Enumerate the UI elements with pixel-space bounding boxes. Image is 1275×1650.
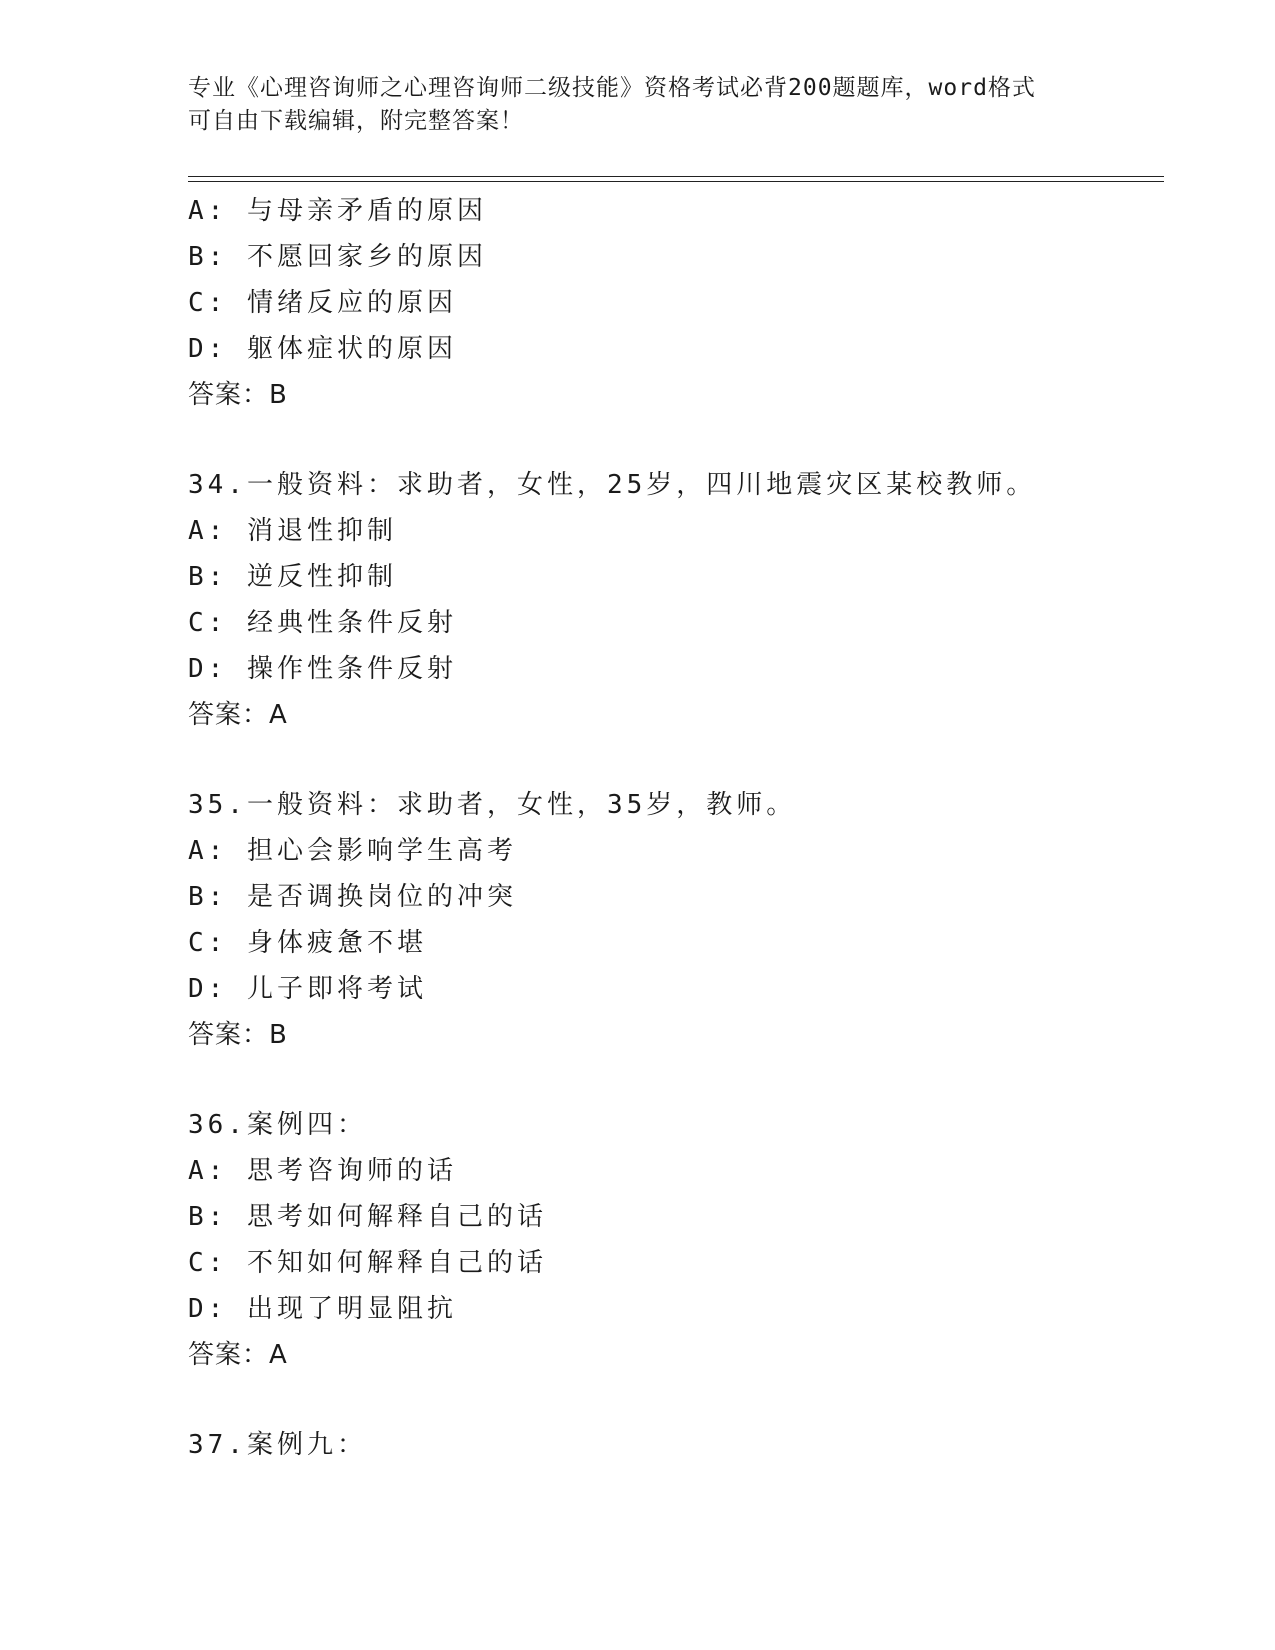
question-33 <box>188 188 1164 418</box>
option-b: B: 是否调换岗位的冲突 <box>188 882 517 912</box>
option-d: D: 躯体症状的原因 <box>188 334 457 364</box>
header-divider-bottom <box>188 181 1164 182</box>
option-c: C: 不知如何解释自己的话 <box>188 1248 547 1278</box>
option-d: D: 儿子即将考试 <box>188 974 427 1004</box>
answer: 答案：B <box>188 380 288 410</box>
option-a: A: 担心会影响学生高考 <box>188 836 517 866</box>
question-stem: 35.一般资料：求助者，女性，35岁，教师。 <box>188 790 797 820</box>
question-34 <box>188 462 1164 738</box>
option-d: D: 出现了明显阻抗 <box>188 1294 457 1324</box>
question-list <box>188 188 1164 1468</box>
option-c: C: 身体疲惫不堪 <box>188 928 427 958</box>
question-stem: 34.一般资料：求助者，女性，25岁，四川地震灾区某校教师。 <box>188 470 1037 500</box>
answer: 答案：B <box>188 1020 288 1050</box>
question-stem: 37.案例九： <box>188 1430 367 1460</box>
option-d: D: 操作性条件反射 <box>188 654 457 684</box>
header-divider-top <box>188 176 1164 177</box>
question-37 <box>188 1422 1164 1468</box>
document-header <box>188 72 1068 138</box>
answer: 答案：A <box>188 1340 288 1370</box>
option-c: C: 情绪反应的原因 <box>188 288 457 318</box>
answer: 答案：A <box>188 700 288 730</box>
question-36 <box>188 1102 1164 1378</box>
option-a: A: 思考咨询师的话 <box>188 1156 457 1186</box>
option-c: C: 经典性条件反射 <box>188 608 457 638</box>
option-b: B: 逆反性抑制 <box>188 562 397 592</box>
question-35 <box>188 782 1164 1058</box>
header-line-2: 可自由下载编辑，附完整答案！ <box>188 108 524 134</box>
question-stem: 36.案例四： <box>188 1110 367 1140</box>
option-a: A: 消退性抑制 <box>188 516 397 546</box>
option-b: B: 思考如何解释自己的话 <box>188 1202 547 1232</box>
header-line-1: 专业《心理咨询师之心理咨询师二级技能》资格考试必背200题题库，word格式 <box>188 75 1036 101</box>
option-b: B: 不愿回家乡的原因 <box>188 242 487 272</box>
option-a: A: 与母亲矛盾的原因 <box>188 196 487 226</box>
